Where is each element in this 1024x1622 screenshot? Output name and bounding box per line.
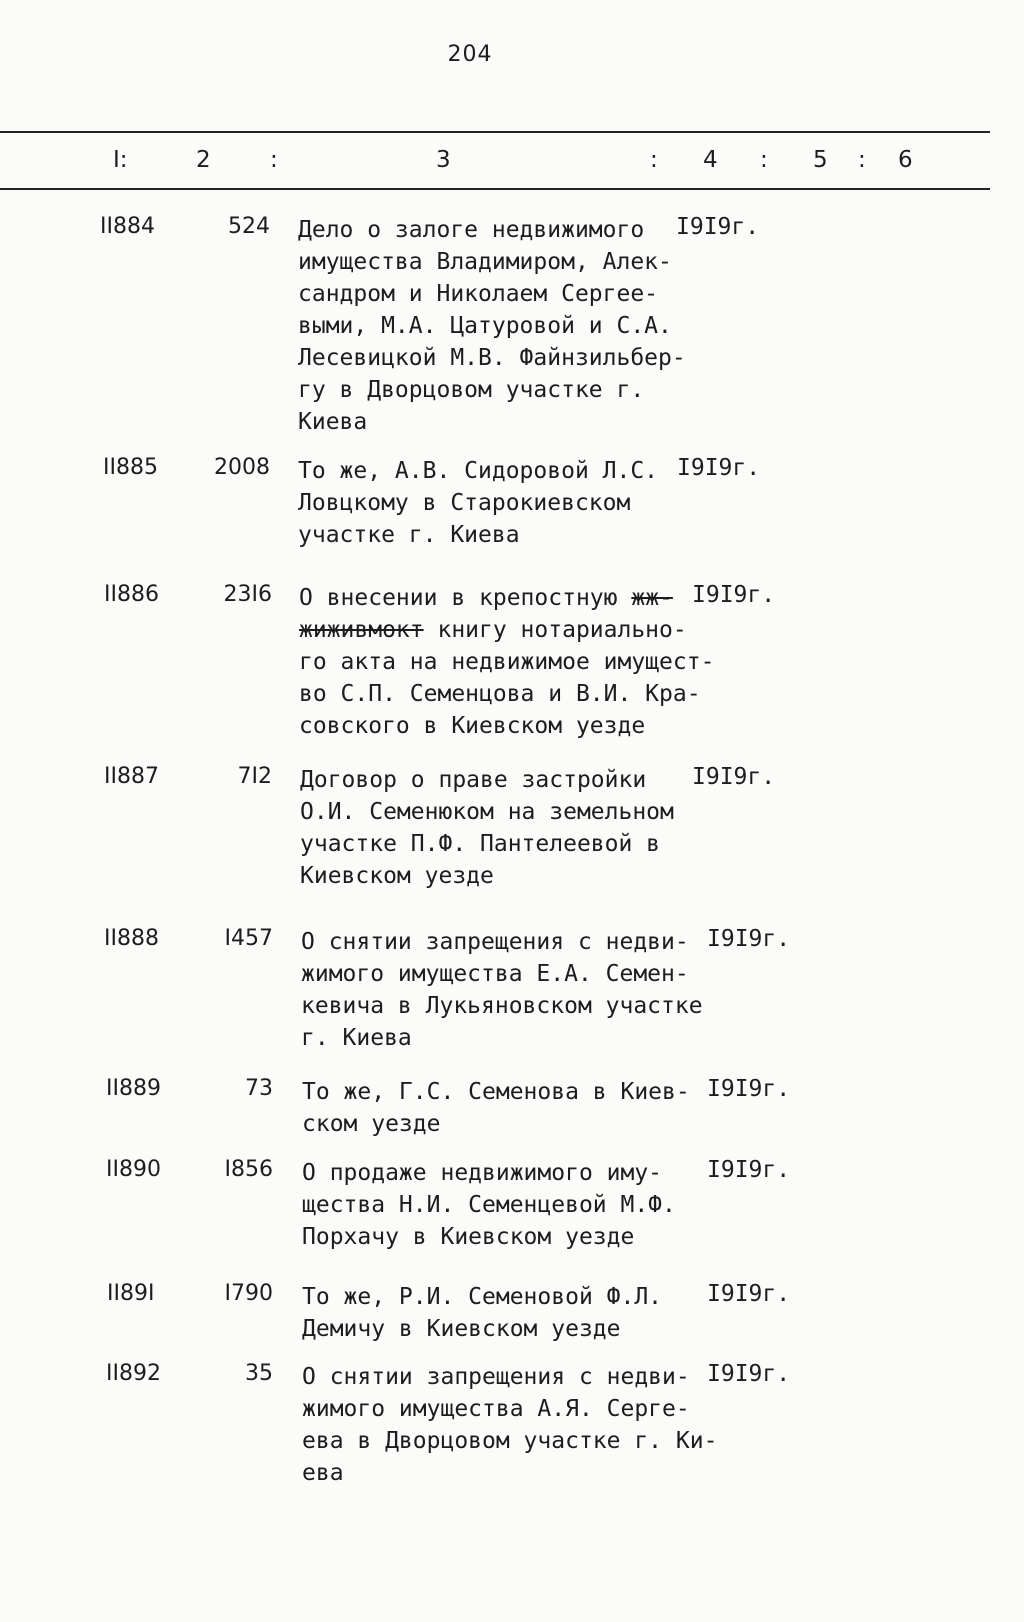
entry-year: I9I9г. — [676, 214, 760, 240]
entry-title-part: О внесении в крепостную — [299, 585, 632, 611]
entry-sheets: 23I6 — [223, 582, 272, 607]
entry-title: Договор о праве застройки О.И. Семенюком на земельном участке П.Ф. Пантелеевой в Киевском уезде — [300, 767, 674, 889]
entry-number: II884 — [100, 214, 155, 239]
struck-text: жж- — [631, 585, 673, 611]
entry-number: II892 — [106, 1361, 161, 1386]
entry-sheets: 35 — [245, 1361, 273, 1386]
entry-sheets: 524 — [228, 214, 270, 239]
entry-year: I9I9г. — [707, 1076, 791, 1102]
entry-year: I9I9г. — [707, 926, 791, 952]
entry-year: I9I9г. — [707, 1361, 791, 1387]
header-top-rule — [0, 131, 990, 133]
entry-sheets: 2008 — [214, 455, 270, 480]
entry-number: II889 — [106, 1076, 161, 1101]
entry-title: То же, Р.И. Семеновой Ф.Л. Демичу в Киевском уезде — [302, 1284, 663, 1342]
header-col-5: 5 — [813, 147, 828, 173]
entry-title: О снятии запрещения с недви- жимого имущества Е.А. Семен- кевича в Лукьяновском участке г. Киева — [301, 929, 703, 1051]
entry-year: I9I9г. — [692, 582, 776, 608]
header-sep-1: : — [270, 147, 278, 173]
entry-title — [299, 582, 729, 742]
entry-year: I9I9г. — [707, 1281, 791, 1307]
entry-title: То же, А.В. Сидоровой Л.С. Ловцкому в Старокиевском участке г. Киева — [298, 458, 659, 548]
header-col-3: 3 — [436, 147, 451, 173]
page-number: 204 — [447, 42, 493, 67]
entry-sheets: I457 — [224, 926, 273, 951]
entry-number: II886 — [104, 582, 159, 607]
entry-year: I9I9г. — [692, 764, 776, 790]
entry-number: II885 — [103, 455, 158, 480]
header-col-6: 6 — [898, 147, 913, 173]
entry-title: Дело о залоге недвижимого имущества Владимиром, Алек- сандром и Николаем Сергее- выми, М.А. Цатуровой и С.А. Лесевицкой М.В. Файнзильбер- гу в Дворцовом участке г. Киева — [298, 217, 686, 435]
header-sep-3: : — [760, 147, 768, 173]
entry-sheets: I856 — [224, 1157, 273, 1182]
entry-year: I9I9г. — [707, 1157, 791, 1183]
entry-sheets: I790 — [224, 1281, 273, 1306]
header-sep-4: : — [858, 147, 866, 173]
struck-text: жиживмокт — [299, 617, 424, 643]
entry-number: II888 — [104, 926, 159, 951]
header-col-4: 4 — [703, 147, 718, 173]
header-col-2: 2 — [196, 147, 211, 173]
entry-sheets: 73 — [245, 1076, 273, 1101]
entry-number: II890 — [106, 1157, 161, 1182]
entry-title: О продаже недвижимого иму- щества Н.И. Семенцевой М.Ф. Порхачу в Киевском уезде — [302, 1160, 676, 1250]
entry-year: I9I9г. — [677, 455, 761, 481]
entry-sheets: 7I2 — [237, 764, 272, 789]
entry-title: О снятии запрещения с недви- жимого имущества А.Я. Серге- ева в Дворцовом участке г. Ки- ева — [302, 1364, 718, 1486]
entry-number: II887 — [104, 764, 159, 789]
entry-title-part: книгу нотариально- го акта на недвижимое имущест- во С.П. Семенцова и В.И. Кра- совского в Киевском уезде — [299, 617, 715, 739]
entry-title: То же, Г.С. Семенова в Киев- ском уезде — [302, 1079, 690, 1137]
entry-number: II89I — [107, 1281, 155, 1306]
header-bottom-rule — [0, 188, 990, 190]
header-col-1: I: — [113, 147, 128, 173]
header-sep-2: : — [650, 147, 658, 173]
